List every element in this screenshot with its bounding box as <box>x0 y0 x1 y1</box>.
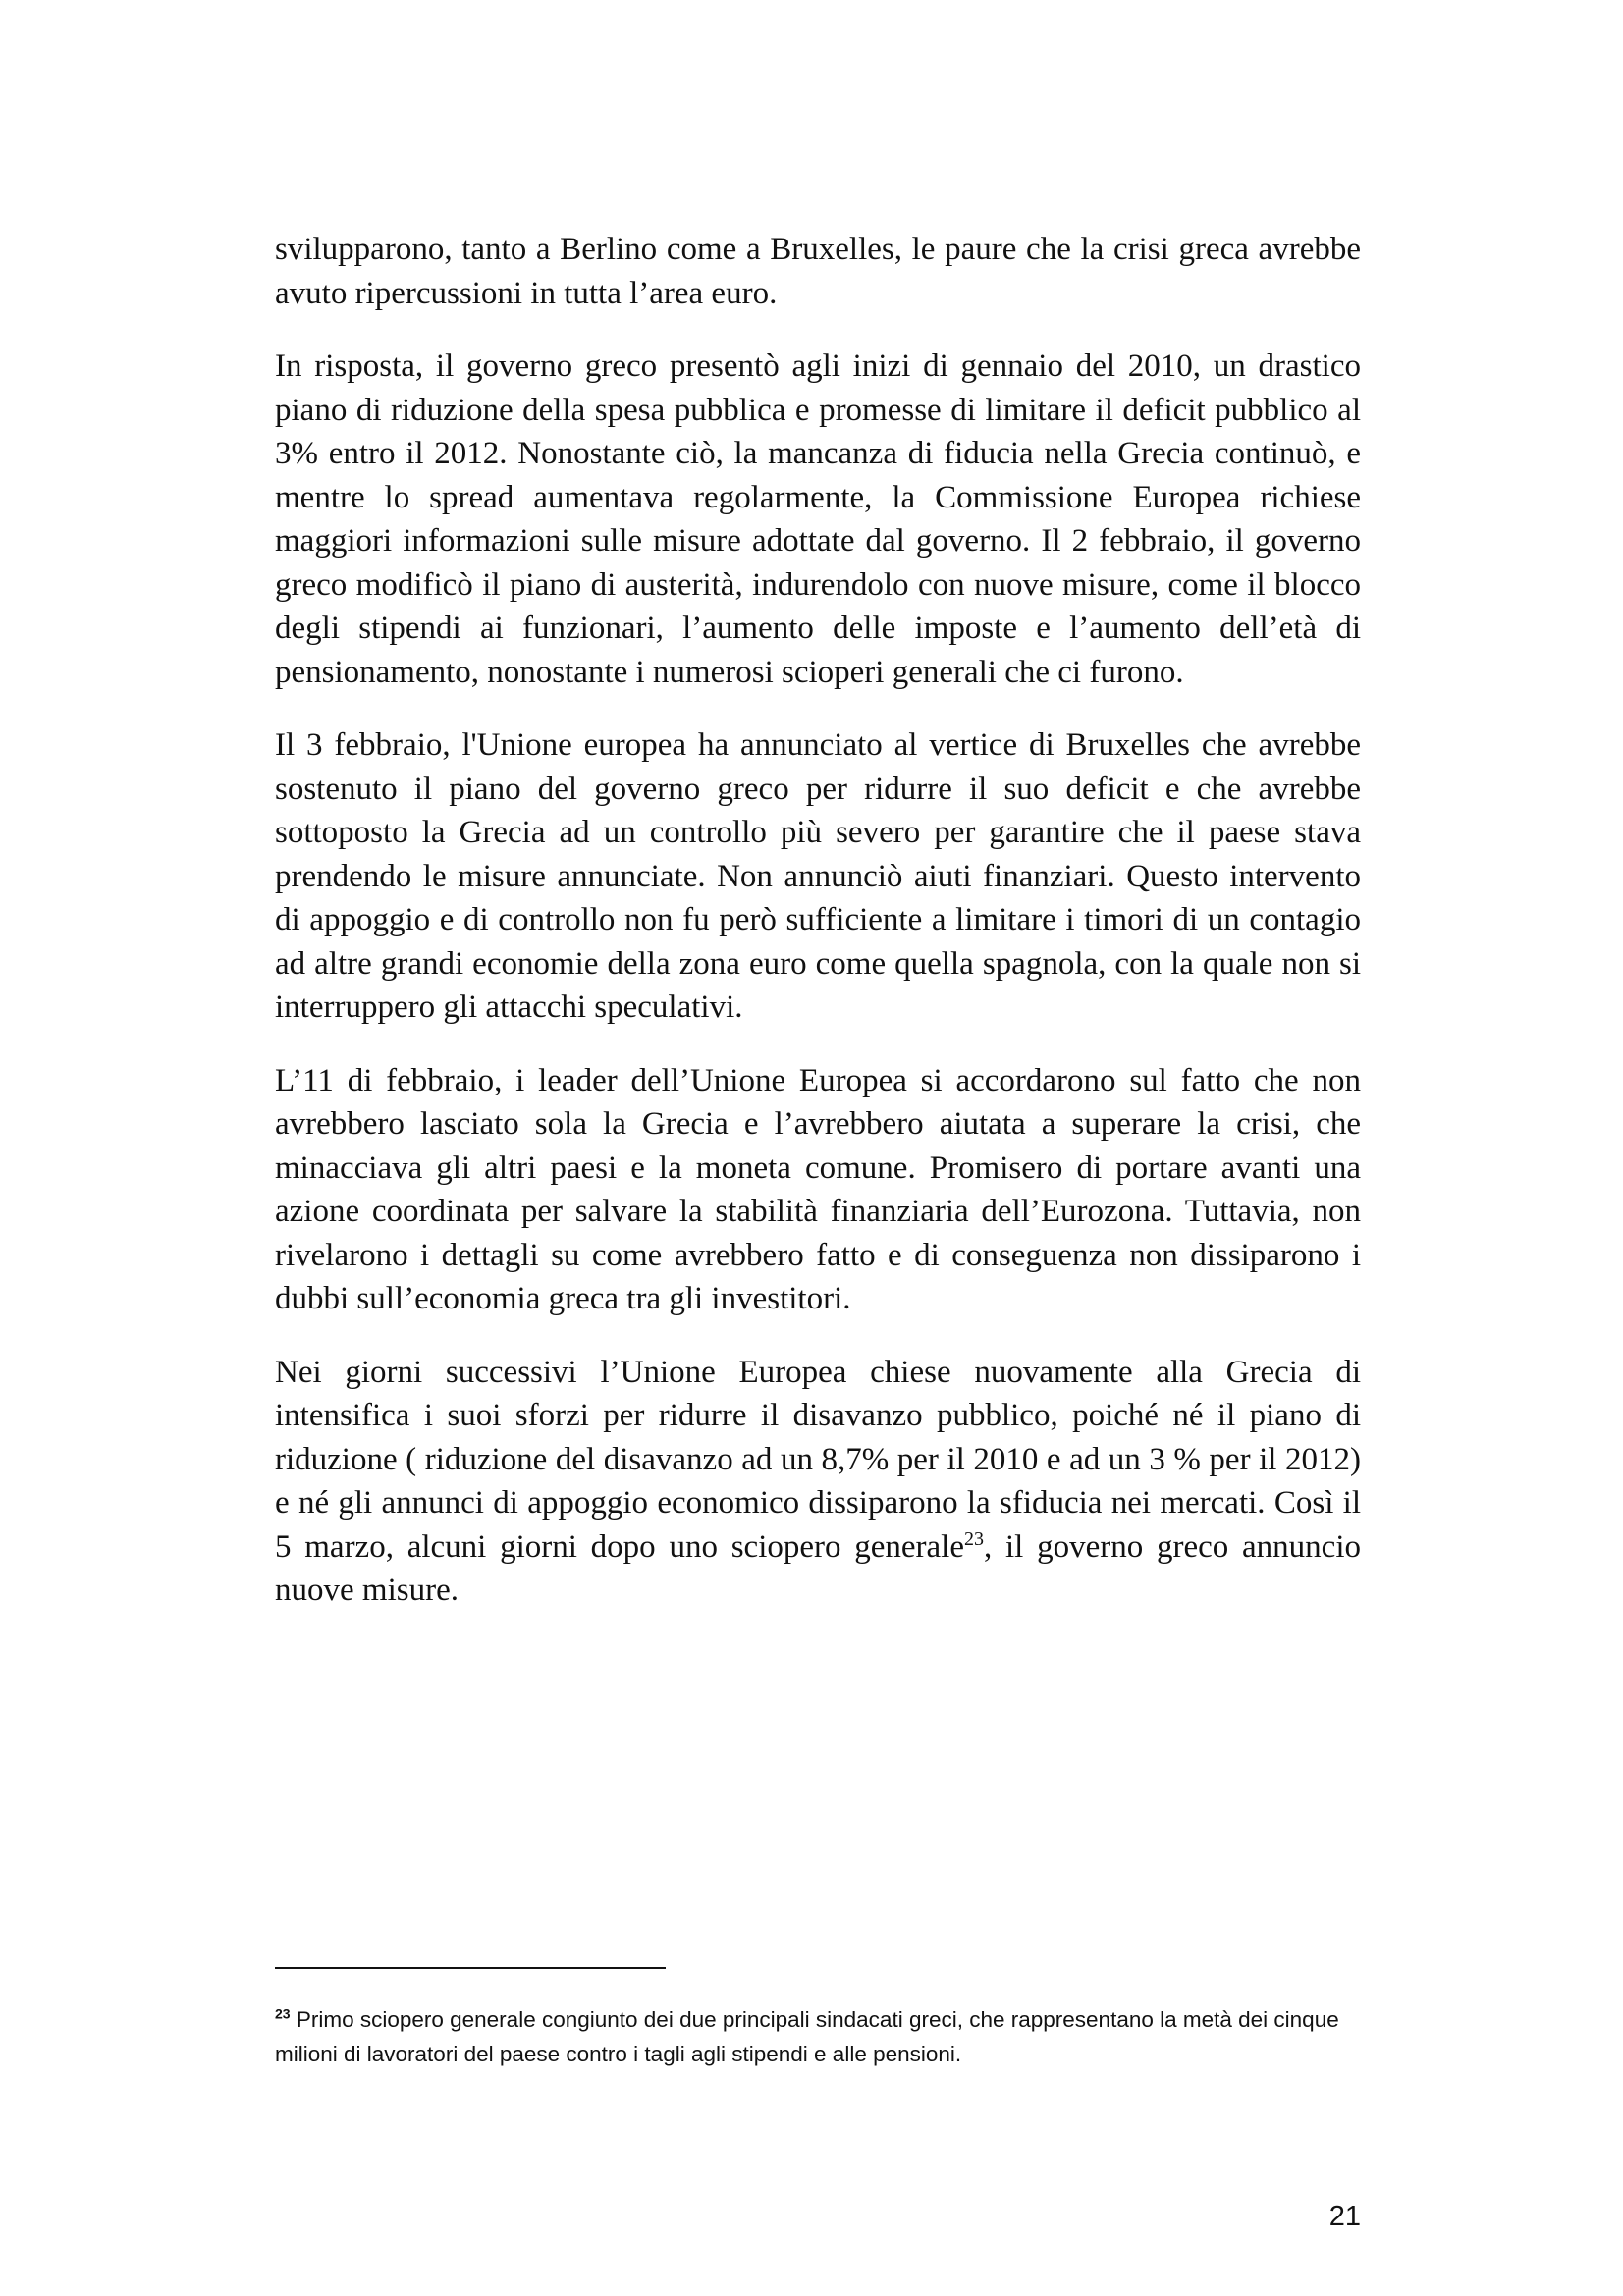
paragraph: L’11 di febbraio, i leader dell’Unione Europea si accordarono sul fatto che non avrebbero lasciato sola la Grecia e l’avrebbero aiutata a superare la crisi, che minacciava gli altri paesi e la moneta comune. Promisero di portare avanti una azione coordinata per salvare la stabilità finanziaria dell’Eurozona. Tuttavia, non rivelarono i dettagli su come avrebbero fatto e di conseguenza non dissiparono i dubbi sull’economia greca tra gli investitori. <box>275 1062 1361 1316</box>
footnote-reference[interactable]: 23 <box>964 1527 984 1550</box>
footnote-number: 23 <box>275 2005 291 2022</box>
footnote-separator <box>275 1967 666 1969</box>
paragraph: svilupparono, tanto a Berlino come a Bruxelles, le paure che la crisi greca avrebbe avuto ripercussioni in tutta l’area euro. <box>275 232 1361 311</box>
paragraph: Il 3 febbraio, l'Unione europea ha annunciato al vertice di Bruxelles che avrebbe sostenuto il piano del governo greco per ridurre il suo deficit e che avrebbe sottoposto la Grecia ad un controllo più severo per garantire che il paese stava prendendo le misure annunciate. Non annunciò aiuti finanziari. Questo intervento di appoggio e di controllo non fu però sufficiente a limitare i timori di un contagio ad altre grandi economie della zona euro come quella spagnola, con la quale non si interruppero gli attacchi speculativi. <box>275 727 1361 1025</box>
paragraph-text: Nei giorni successivi l’Unione Europea chiese nuovamente alla Grecia di intensifica i suoi sforzi per ridurre il disavanzo pubblico, poiché né il piano di riduzione ( riduzione del disavanzo ad un 8,7% per il 2010 e ad un 3 % per il 2012) e né gli annunci di appoggio economico dissiparono la sfiducia nei mercati. Così il 5 marzo, alcuni giorni dopo uno sciopero generale <box>275 1354 1361 1565</box>
footnote-text-block <box>275 2002 1361 2071</box>
paragraph: In risposta, il governo greco presentò agli inizi di gennaio del 2010, un drastico piano di riduzione della spesa pubblica e promesse di limitare il deficit pubblico al 3% entro il 2012. Nonostante ciò, la mancanza di fiducia nella Grecia continuò, e mentre lo spread aumentava regolarmente, la Commissione Europea richiese maggiori informazioni sulle misure adottate dal governo. Il 2 febbraio, il governo greco modificò il piano di austerità, indurendolo con nuove misure, come il blocco degli stipendi ai funzionari, l’aumento delle imposte e l’aumento dell’età di pensionamento, nonostante i numerosi scioperi generali che ci furono. <box>275 348 1361 690</box>
paragraph <box>275 1351 1361 1613</box>
footnote <box>275 2002 1361 2071</box>
body-text <box>275 228 1361 1613</box>
footnote-text: Primo sciopero generale congiunto dei due principali sindacati greci, che rappresentano la metà dei cinque milioni di lavoratori del paese contro i tagli agli stipendi e alle pensioni. <box>275 2007 1339 2066</box>
paragraph-text: , il governo greco annuncio nuove misure. <box>275 1528 1361 1608</box>
page-number: 21 <box>1328 2201 1361 2232</box>
